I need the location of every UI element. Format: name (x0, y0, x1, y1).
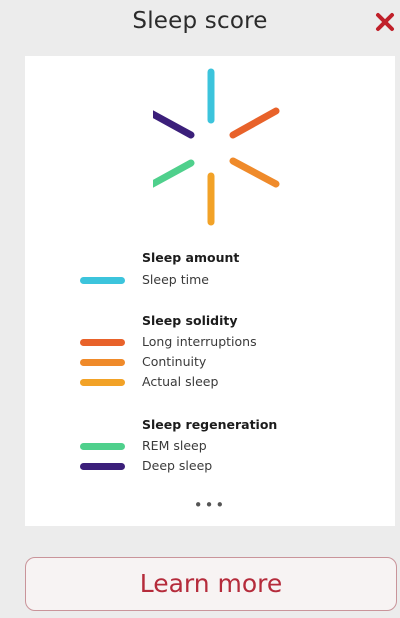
burst-ray-long-interruptions (233, 111, 276, 135)
sleep-score-burst-icon (153, 64, 285, 226)
legend-label-long-interruptions: Long interruptions (142, 334, 257, 349)
legend-label-deep-sleep: Deep sleep (142, 458, 213, 473)
legend-swatch-sleep-time (80, 277, 125, 284)
legend-swatch-actual-sleep (80, 379, 125, 386)
legend-label-continuity: Continuity (142, 354, 207, 369)
legend-item-actual-sleep (25, 374, 395, 392)
close-button[interactable] (372, 8, 398, 36)
legend-swatch-continuity (80, 359, 125, 366)
legend-group-title-sleep-amount: Sleep amount (142, 250, 240, 265)
legend-item-continuity (25, 354, 395, 372)
legend-item-rem-sleep (25, 438, 395, 456)
page-title: Sleep score (132, 8, 268, 34)
legend-group-title-sleep-solidity: Sleep solidity (142, 313, 238, 328)
close-icon (372, 8, 398, 36)
burst-ray-continuity (233, 161, 276, 184)
legend-group-title-sleep-regeneration: Sleep regeneration (142, 417, 278, 432)
burst-ray-deep-sleep (153, 112, 191, 135)
page-indicator[interactable]: ••• (193, 496, 227, 514)
legend-swatch-long-interruptions (80, 339, 125, 346)
legend-label-rem-sleep: REM sleep (142, 438, 207, 453)
legend-swatch-deep-sleep (80, 463, 125, 470)
header (0, 0, 400, 48)
learn-more-button[interactable]: Learn more (25, 557, 397, 611)
burst-ray-rem-sleep (153, 163, 191, 186)
legend-label-actual-sleep: Actual sleep (142, 374, 219, 389)
legend-label-sleep-time: Sleep time (142, 272, 209, 287)
legend-item-sleep-time (25, 272, 395, 290)
sleep-score-card (25, 56, 395, 526)
legend-item-long-interruptions (25, 334, 395, 352)
legend-swatch-rem-sleep (80, 443, 125, 450)
legend-item-deep-sleep (25, 458, 395, 476)
